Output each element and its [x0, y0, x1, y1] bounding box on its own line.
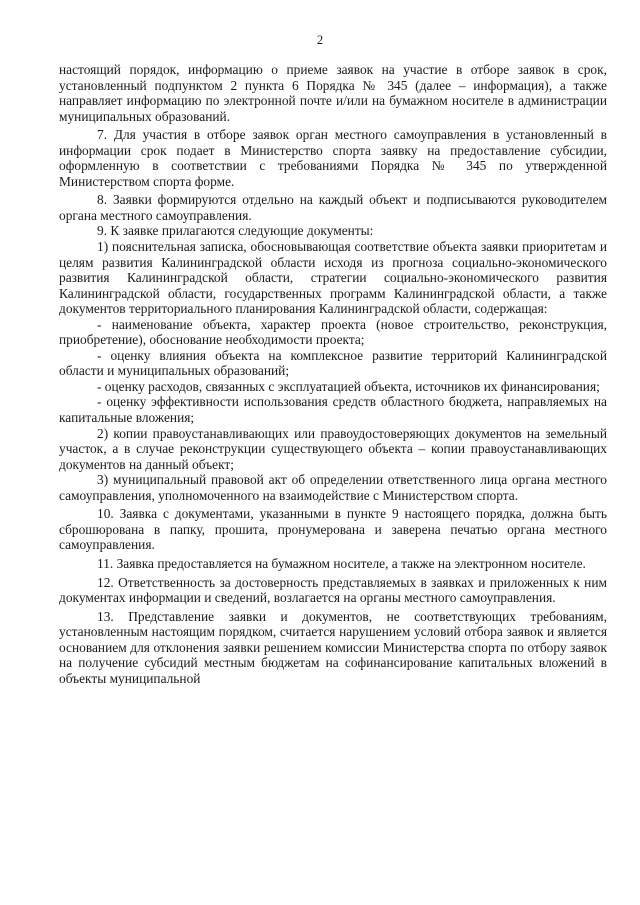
- list-item-1: 1) пояснительная записка, обосновывающая соответствие объекта заявки приоритетам и целям развития Калининградской области исходя из прогноза социально-экономического развития Калининградской области, стратегии социально-экономического развития Калининградской области, государственных программ Калининградской области, а также документов территориального планирования Калининградской области, содержащая:: [59, 239, 607, 317]
- paragraph-11: 11. Заявка предоставляется на бумажном носителе, а также на электронном носителе.: [97, 555, 586, 571]
- list-item-3: 3) муниципальный правовой акт об определении ответственного лица органа местного самоуправления, уполномоченного на взаимодействие с Министерством спорта.: [59, 472, 607, 503]
- paragraph-7: 7. Для участия в отборе заявок орган местного самоуправления в установленный в информации срок подает в Министерство спорта заявку на предоставление субсидии, оформленную в соответствии с требованиями Порядка № 345 по утвержденной Министерством спорта форме.: [59, 127, 607, 189]
- paragraph-10: 10. Заявка с документами, указанными в пункте 9 настоящего порядка, должна быть сброшюрована в папку, прошита, пронумерована и заверена печатью органа местного самоуправления.: [59, 506, 607, 553]
- list-dash-item: - оценку расходов, связанных с эксплуатацией объекта, источников их финансирования;: [97, 378, 600, 394]
- paragraph-12: 12. Ответственность за достоверность представляемых в заявках и приложенных к ним документах информации и сведений, возлагается на органы местного самоуправления.: [59, 574, 607, 606]
- page-number: 2: [316, 33, 324, 47]
- paragraph-9: 9. К заявке прилагаются следующие документы:: [97, 223, 374, 239]
- list-dash-item: - оценку эффективности использования средств областного бюджета, направляемых на капитальные вложения;: [59, 394, 607, 426]
- list-item-2: 2) копии правоустанавливающих или правоудостоверяющих документов на земельный участок, а в случае реконструкции существующего объекта – копии правоустанавливающих документов на данный объект;: [59, 425, 607, 472]
- document-body: [59, 62, 607, 686]
- list-dash-item: - оценку влияния объекта на комплексное развитие территорий Калининградской области и муниципальных образований;: [59, 347, 607, 379]
- paragraph-continuation: настоящий порядок, информацию о приеме заявок на участие в отборе заявок в срок, установленный подпунктом 2 пункта 6 Порядка № 345 (далее – информация), а также направляет информацию по электронной почте и/или на бумажном носителе в администрации муниципальных образований.: [59, 62, 607, 124]
- paragraph-13: 13. Представление заявки и документов, не соответствующих требованиям, установленным настоящим порядком, считается нарушением условий отбора заявок и является основанием для отклонения заявки решением комиссии Министерства спорта по отбору заявок на получение субсидий местным бюджетам на софинансирование капитальных вложений в объекты муниципальной: [59, 608, 607, 686]
- list-dash-item: - наименование объекта, характер проекта (новое строительство, реконструкция, приобретение), обоснование необходимости проекта;: [59, 316, 607, 348]
- paragraph-8: 8. Заявки формируются отдельно на каждый объект и подписываются руководителем органа местного самоуправления.: [59, 192, 607, 223]
